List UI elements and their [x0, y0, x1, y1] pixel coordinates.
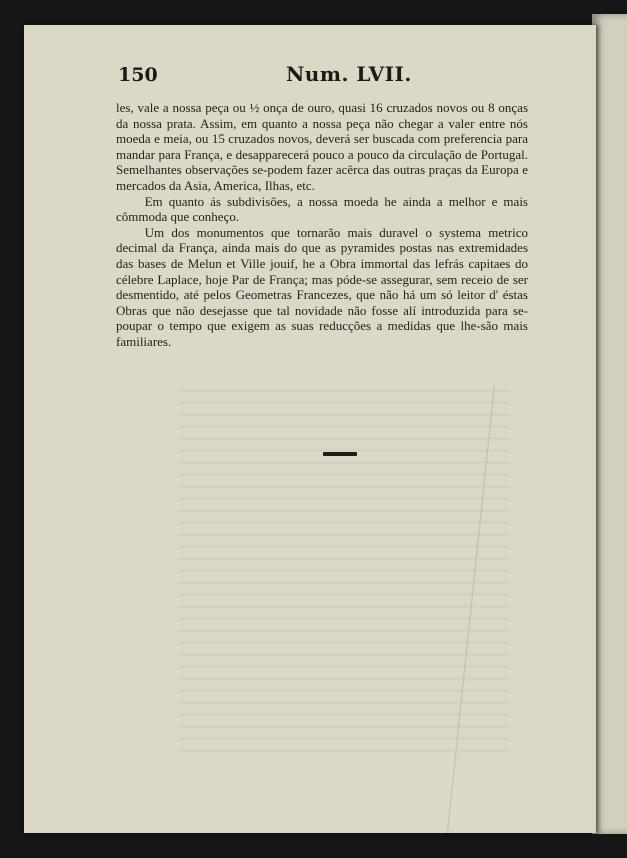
page-number: 150 — [118, 64, 158, 86]
page-header — [118, 62, 518, 88]
body-text — [116, 100, 528, 350]
section-end-rule — [323, 452, 357, 456]
running-head: Num. LVII. — [286, 62, 412, 86]
facing-page-edge — [592, 14, 627, 834]
paragraph-subdivisions: Em quanto ás subdivisões, a nossa moeda he ainda a melhor e mais cômmoda que conheço. — [116, 193, 528, 225]
paragraph-continuation: les, vale a nossa peça ou ½ onça de ouro, quasi 16 cruzados novos ou 8 onças da nossa prata. Assim, em quanto a nossa peça não chegar a valer entre nós moeda e meia, ou 15 cruzados novos, deverá ser buscada com preferencia para mandar para França, e desapparecerá pouco a pouco da circulação de Portugal. Semelhantes observações se-podem fazer acêrca das outras praças da Europa e mercados da Asia, America, Ilhas, etc. — [116, 100, 528, 193]
paragraph-metric-system: Um dos monumentos que tornarão mais duravel o systema metrico decimal da França, ainda mais do que as pyramides postas nas extremidades das bases de Melun et Ville jouif, he a Obra immortal das lefrás capitaes do célebre Laplace, hoje Par de França; mas póde-se assegurar, sem receio de ser desmentido, até pelos Geometras Francezes, que não há um só leitor d' éstas Obras que não desejasse que tal novidade não fosse alí introduzida para se-poupar o tempo que exigem as suas reducções a medidas que lhe-são mais familiares. — [116, 224, 528, 349]
page-fold-crease — [447, 385, 496, 833]
